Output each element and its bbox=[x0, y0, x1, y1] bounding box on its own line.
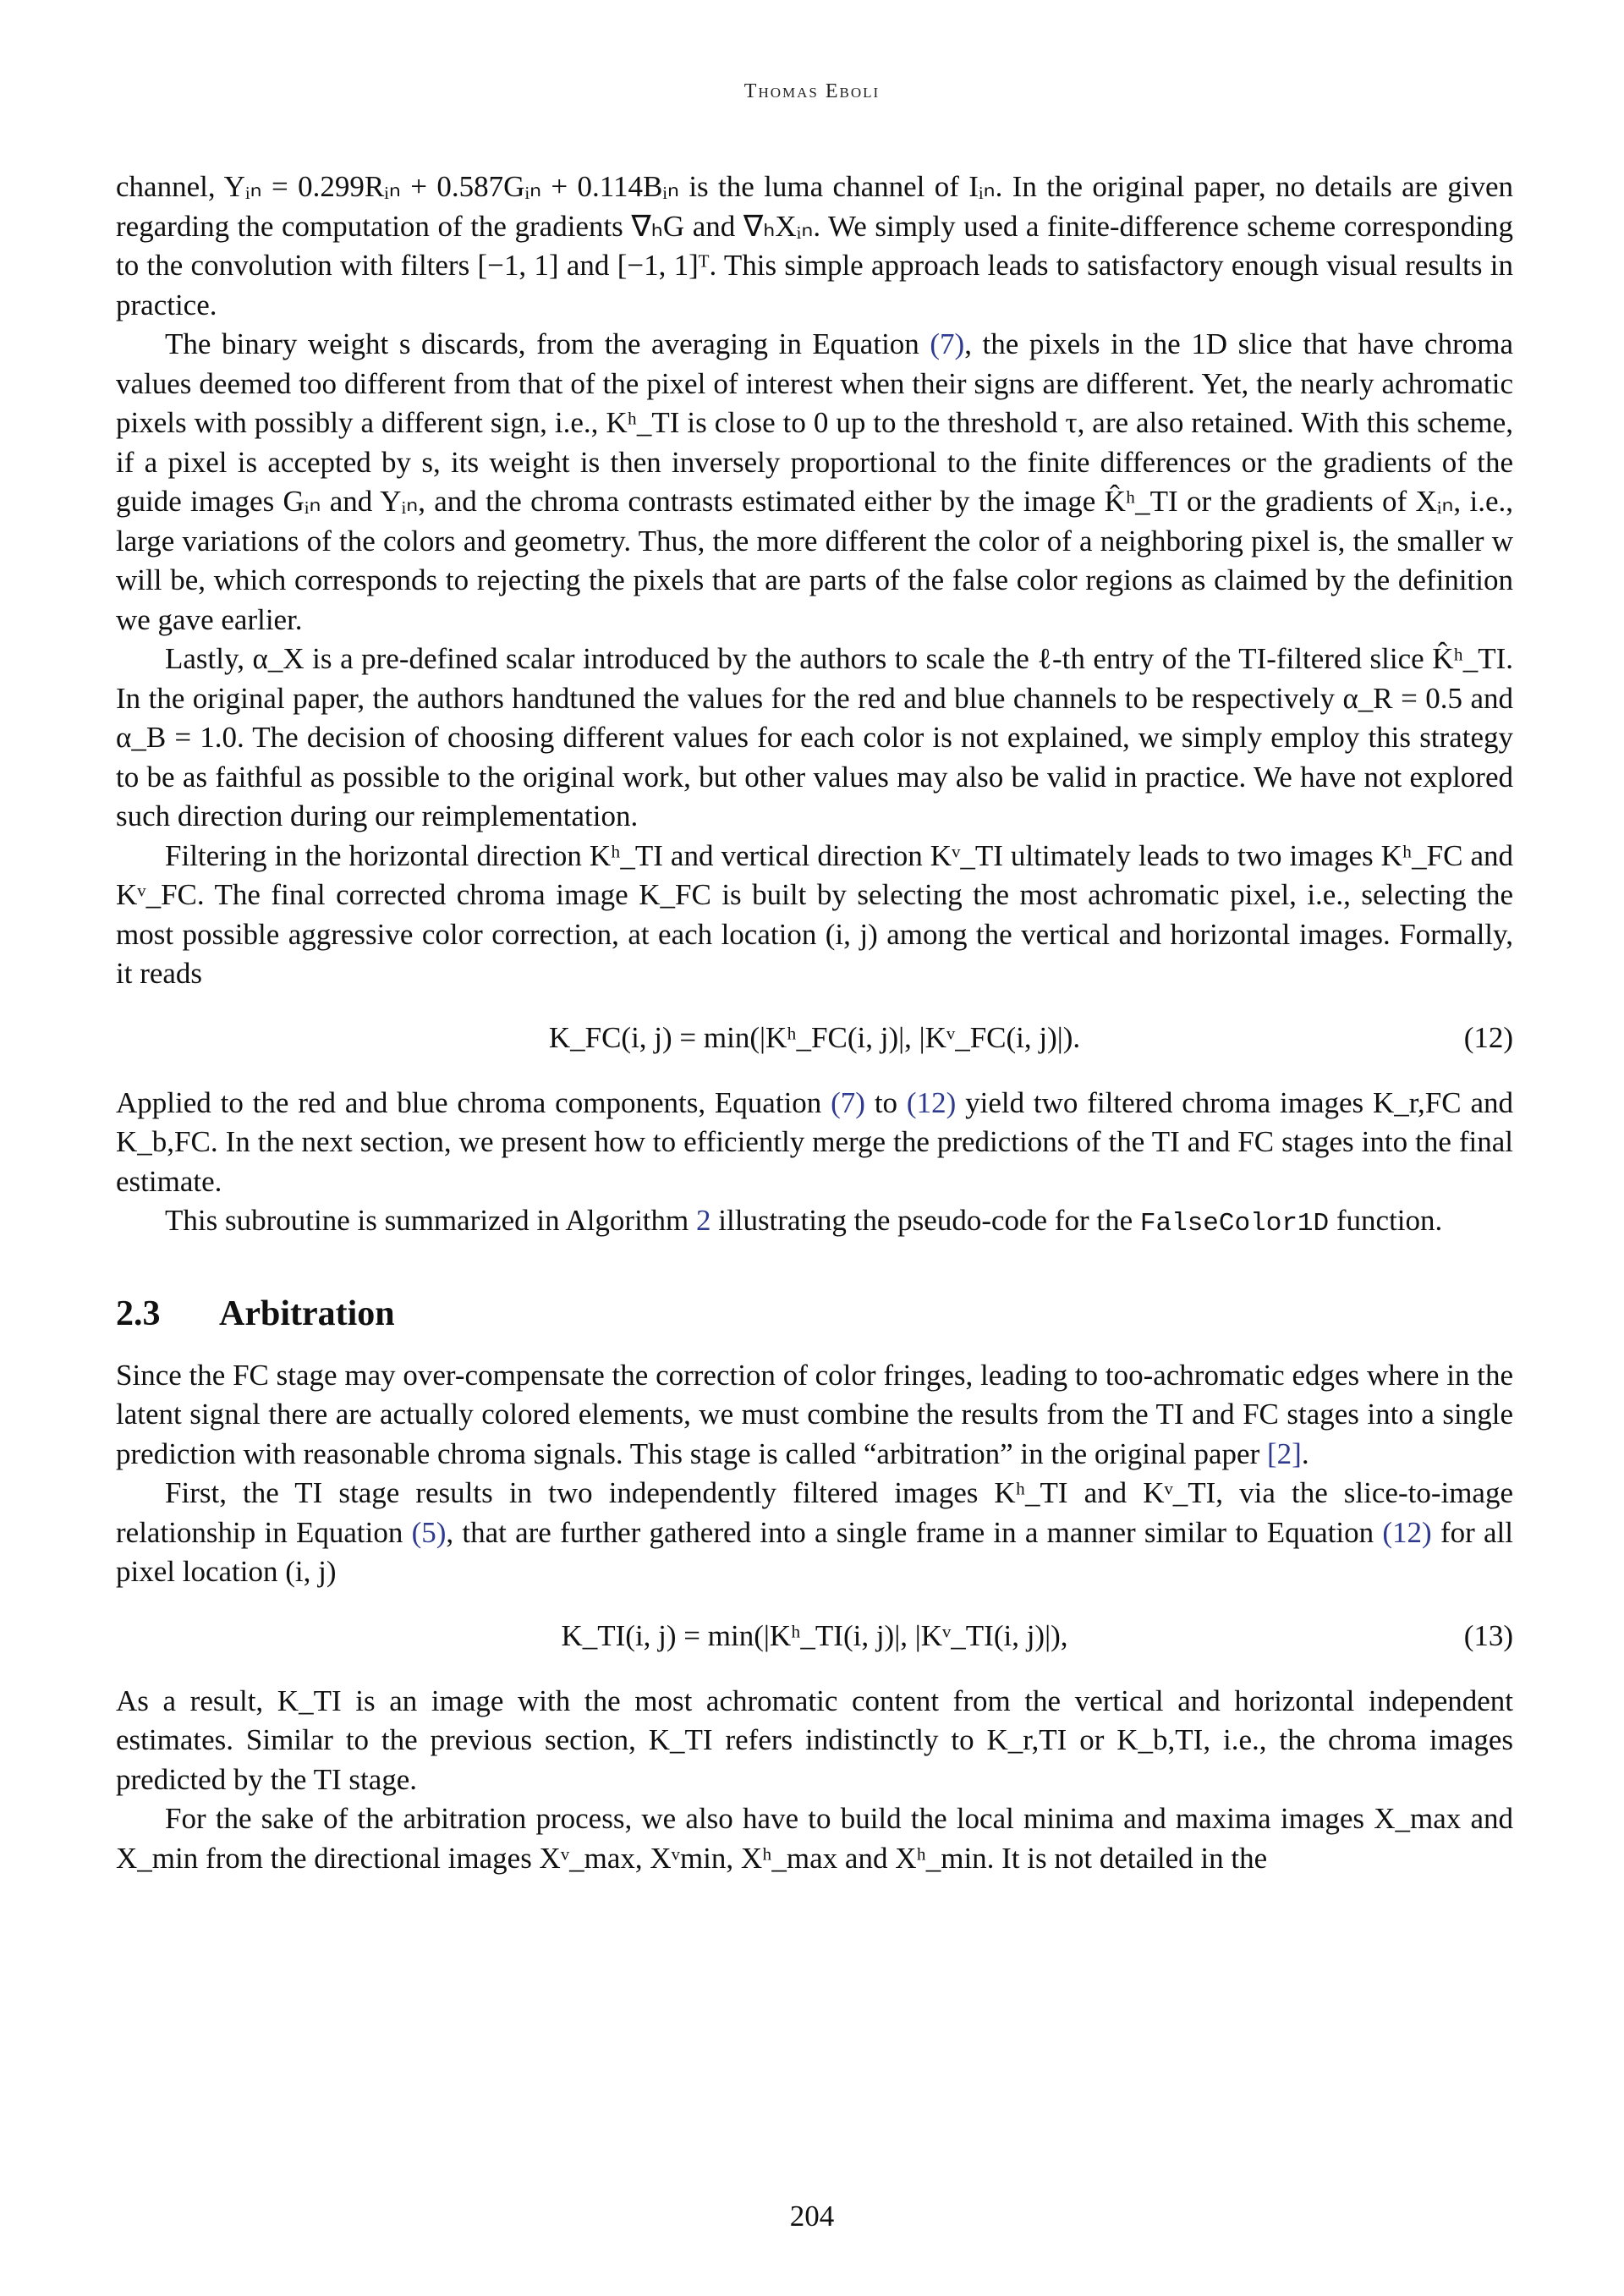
p6-text-b: illustrating the pseudo-code for the bbox=[710, 1204, 1140, 1237]
paragraph-4: Filtering in the horizontal direction Kʰ_TI and vertical direction Kᵛ_TI ultimately leads to two images Kʰ_FC and Kᵛ_FC. The final corrected chroma image K_FC is built by selecting the most achromatic pixel, i.e., selecting the most possible aggressive color correction, at each location (i, j) among the vertical and horizontal images. Formally, it reads bbox=[116, 838, 1513, 990]
equation-13-number: (13) bbox=[1463, 1618, 1513, 1652]
paragraph-5 bbox=[116, 1084, 1513, 1202]
equation-12-body: K_FC(i, j) = min(|Kʰ_FC(i, j)|, |Kᵛ_FC(i, j)|). bbox=[548, 1020, 1081, 1054]
equation-7-link-2[interactable]: (7) bbox=[831, 1085, 865, 1119]
equation-13 bbox=[116, 1609, 1513, 1663]
p5-text-c: yield two filtered chroma images K_r,FC and K_b,FC. In the next section, we present how to efficiently merge the predictions of the TI and FC stages into the final estimate. bbox=[116, 1085, 1513, 1198]
paragraph-9: As a result, K_TI is an image with the most achromatic content from the vertical and horizontal independent estimates. Similar to the previous section, K_TI refers indistinctly to K_r,TI or K_b,TI, i.e., the chroma images predicted by the TI stage. bbox=[116, 1684, 1513, 1796]
equation-12-number: (12) bbox=[1463, 1020, 1513, 1054]
paragraph-7 bbox=[116, 1356, 1513, 1475]
section-title: Arbitration bbox=[219, 1294, 395, 1333]
section-heading bbox=[116, 1290, 1513, 1338]
equation-12 bbox=[116, 1011, 1513, 1065]
paragraph-2 bbox=[116, 325, 1513, 640]
paragraph-6 bbox=[116, 1201, 1513, 1244]
running-head: Thomas Eboli bbox=[743, 80, 881, 102]
p6-text-a: This subroutine is summarized in Algorithm bbox=[165, 1204, 697, 1237]
p8-text-b: , that are further gathered into a single frame in a manner similar to Equation bbox=[446, 1515, 1383, 1549]
equation-5-link[interactable]: (5) bbox=[411, 1515, 447, 1549]
equation-12-link-2[interactable]: (12) bbox=[1382, 1515, 1432, 1549]
paragraph-10: For the sake of the arbitration process, we also have to build the local minima and maxima images X_max and X_min from the directional images Xᵛ_max, Xᵛmin, Xʰ_max and Xʰ_min. It is not detailed in the bbox=[116, 1802, 1513, 1875]
p8-text-c: for all pixel location (i, j) bbox=[116, 1515, 1514, 1588]
body-text bbox=[116, 168, 1513, 1878]
equation-7-link[interactable]: (7) bbox=[930, 327, 965, 360]
equation-13-body: K_TI(i, j) = min(|Kʰ_TI(i, j)|, |Kᵛ_TI(i, j)|), bbox=[561, 1618, 1068, 1652]
p7-text-a: Since the FC stage may over-compensate the correction of color fringes, leading to too-achromatic edges where in the latent signal there are actually colored elements, we must combine the results from the TI and FC stages into a single prediction with reasonable chroma signals. This stage is called “arbitration” in the original paper bbox=[116, 1358, 1513, 1470]
algorithm-2-link[interactable]: 2 bbox=[696, 1204, 711, 1237]
p2-text-a: The binary weight s discards, from the averaging in Equation bbox=[165, 327, 930, 360]
paragraph-3: Lastly, α_X is a pre-defined scalar introduced by the authors to scale the ℓ-th entry of the TI-filtered slice K̂ʰ_TI. In the original paper, the authors handtuned the values for the red and blue channels to be respectively α_R = 0.5 and α_B = 1.0. The decision of choosing different values for each color is not explained, we simply employ this strategy to be as faithful as possible to the original work, but other values may also be valid in practice. We have not explored such direction during our reimplementation. bbox=[116, 642, 1513, 832]
p8-text-a: First, the TI stage results in two independently filtered images Kʰ_TI and Kᵛ_TI, via the slice-to-image relationship in Equation bbox=[116, 1476, 1513, 1549]
p6-text-c: function. bbox=[1329, 1204, 1443, 1237]
section-number: 2.3 bbox=[116, 1294, 161, 1333]
p7-text-b: . bbox=[1301, 1436, 1309, 1470]
paragraph-1: channel, Yᵢₙ = 0.299Rᵢₙ + 0.587Gᵢₙ + 0.114Bᵢₙ is the luma channel of Iᵢₙ. In the original paper, no details are given regarding the computation of the gradients ∇ₕG and ∇ₕXᵢₙ. We simply used a finite-difference scheme corresponding to the convolution with filters [−1, 1] and [−1, 1]ᵀ. This simple approach leads to satisfactory enough visual results in practice. bbox=[116, 170, 1513, 321]
page-number: 204 bbox=[789, 2200, 835, 2233]
p5-text-a: Applied to the red and blue chroma components, Equation bbox=[116, 1085, 831, 1119]
p5-text-b: to bbox=[864, 1085, 907, 1119]
function-name-code: FalseColor1D bbox=[1139, 1209, 1330, 1239]
p2-text-b: , the pixels in the 1D slice that have chroma values deemed too different from that of the pixel of interest when their signs are different. Yet, the nearly achromatic pixels with possibly a different sign, i.e., Kʰ_TI is close to 0 up to the threshold τ, are also retained. With this scheme, if a pixel is accepted by s, its weight is then inversely proportional to the finite differences or the gradients of the guide images Gᵢₙ and Yᵢₙ, and the chroma contrasts estimated either by the image K̂ʰ_TI or the gradients of Xᵢₙ, i.e., large variations of the colors and geometry. Thus, the more different the color of a neighboring pixel is, the smaller w will be, which corresponds to rejecting the pixels that are parts of the false color regions as claimed by the definition we gave earlier. bbox=[116, 327, 1513, 636]
citation-2-link[interactable]: [2] bbox=[1267, 1436, 1302, 1470]
paragraph-8 bbox=[116, 1474, 1513, 1592]
equation-12-link[interactable]: (12) bbox=[906, 1085, 957, 1119]
